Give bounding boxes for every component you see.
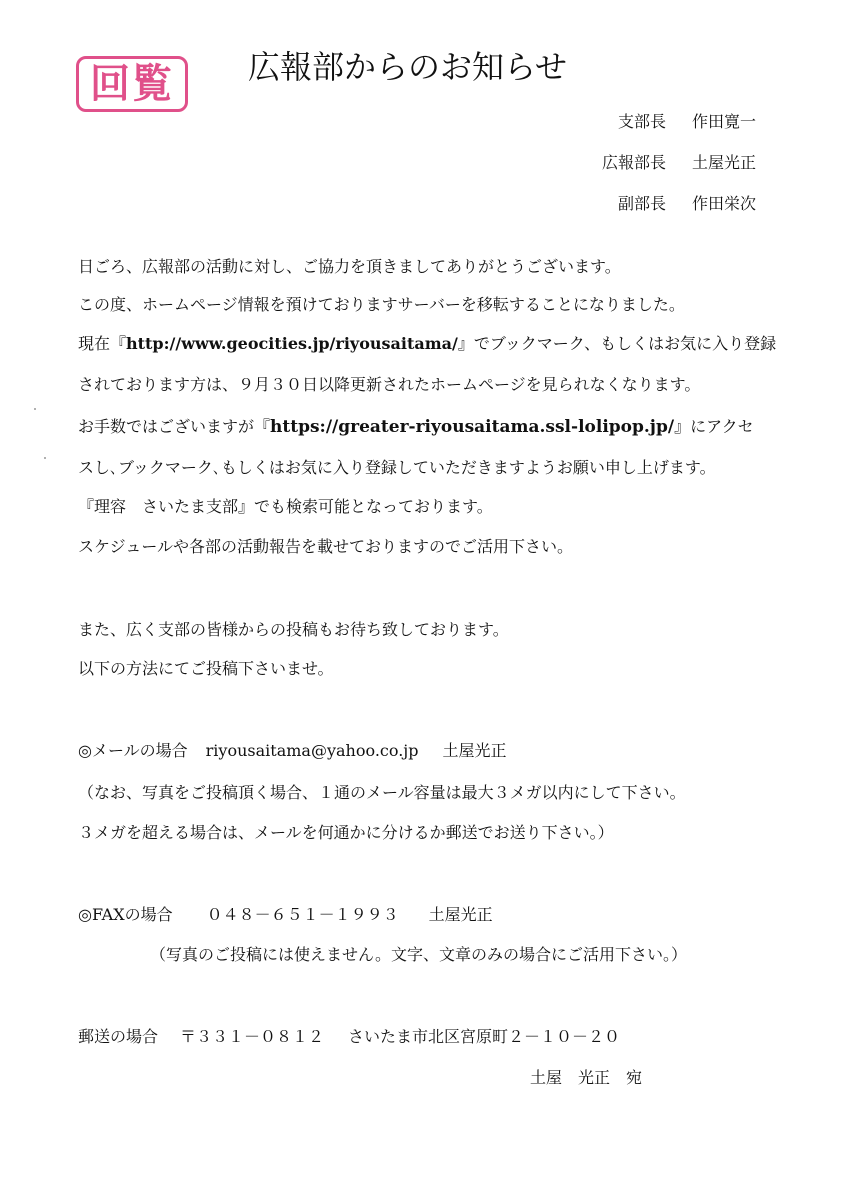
body-line: この度、ホームページ情報を預けておりますサーバーを移転することになりました。 <box>78 295 685 314</box>
officer-branch-head <box>618 114 756 130</box>
old-homepage-url: http://www.geocities.jp/riyousaitama/ <box>126 334 458 353</box>
fax-note-line: （写真のご投稿には使えません。文字、文章のみの場合にご活用下さい。） <box>150 945 687 964</box>
mail-label: ◎メールの場合 <box>78 741 188 760</box>
mail-person: 土屋光正 <box>442 741 507 760</box>
body-line: スケジュールや各部の活動報告を載せておりますのでご活用下さい。 <box>78 537 574 556</box>
circulation-stamp <box>76 56 188 112</box>
officer-role: 広報部長 <box>601 153 666 172</box>
body-text: お手数ではございますが『 <box>78 417 271 436</box>
fax-person: 土屋光正 <box>428 905 493 924</box>
officer-role: 副部長 <box>617 194 666 213</box>
fax-contact-line <box>78 907 493 923</box>
new-homepage-url: https://greater-riyousaitama.ssl-lolipop.jp/ <box>270 417 675 437</box>
body-text: 現在『 <box>78 334 127 353</box>
body-line-old-url <box>78 336 776 352</box>
mail-address: riyousaitama@yahoo.co.jp <box>205 741 419 760</box>
officer-name: 作田寛一 <box>691 112 756 131</box>
officer-pr-head <box>602 155 756 171</box>
fax-label: ◎FAXの場合 <box>78 905 173 924</box>
body-line: 以下の方法にてご投稿下さいませ。 <box>78 659 334 678</box>
scan-speck <box>34 408 36 410</box>
page-title: 広報部からのお知らせ <box>248 48 568 86</box>
post-label: 郵送の場合 <box>78 1027 159 1046</box>
body-line-new-url <box>78 419 754 436</box>
body-line: 日ごろ、広報部の活動に対し、ご協力を頂きましてありがとうございます。 <box>78 257 621 276</box>
post-recipient: 土屋 光正 宛 <box>529 1068 642 1087</box>
post-address: さいたま市北区宮原町２－１０－２０ <box>348 1027 621 1046</box>
officer-deputy-head <box>618 196 756 212</box>
body-text: 』にアクセ <box>674 417 754 436</box>
body-text: 』でブックマーク、もしくはお気に入り登録 <box>457 334 777 353</box>
officer-role: 支部長 <box>617 112 666 131</box>
postal-code: 〒３３１－０８１２ <box>180 1027 325 1046</box>
body-line: 『理容 さいたま支部』でも検索可能となっております。 <box>78 497 493 516</box>
scan-speck <box>44 457 46 459</box>
mail-note-line: （なお、写真をご投稿頂く場合、１通のメール容量は最大３メガ以内にして下さい。 <box>78 783 686 802</box>
mail-contact-line <box>78 743 507 759</box>
body-line: されております方は、９月３０日以降更新されたホームページを見られなくなります。 <box>78 375 701 394</box>
stamp-text: 回覧 <box>90 61 174 107</box>
body-line: また、広く支部の皆様からの投稿もお待ち致しております。 <box>78 620 509 639</box>
post-contact-line <box>78 1029 620 1045</box>
mail-note-line: ３メガを超える場合は、メールを何通かに分けるか郵送でお送り下さい。） <box>78 823 614 842</box>
officer-name: 作田栄次 <box>691 194 756 213</box>
officer-name: 土屋光正 <box>691 153 756 172</box>
body-line: スし､ブックマーク､もしくはお気に入り登録していただきますようお願い申し上げます。 <box>78 458 716 477</box>
fax-number: ０４８－６５１－１９９３ <box>206 905 399 924</box>
